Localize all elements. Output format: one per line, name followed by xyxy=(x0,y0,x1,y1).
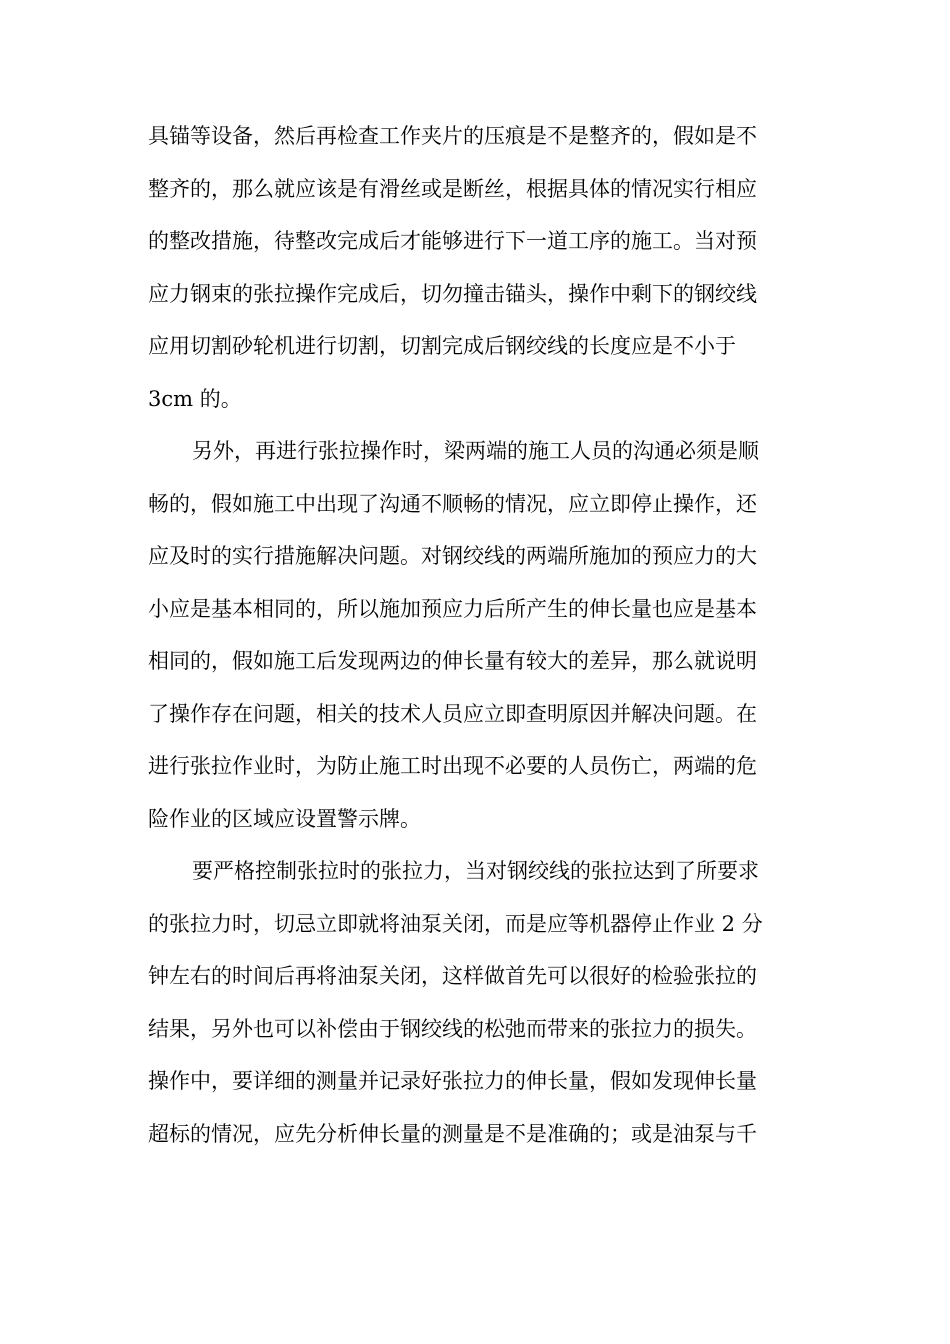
text-line: 的整改措施，待整改完成后才能够进行下一道工序的施工。当对预 xyxy=(148,229,757,253)
text-line: 超标的情况，应先分析伸长量的测量是不是准确的；或是油泵与千 xyxy=(148,1121,757,1146)
text-line: 应及时的实行措施解决问题。对钢绞线的两端所施加的预应力的大 xyxy=(148,544,757,568)
text-line: 小应是基本相同的，所以施加预应力后所产生的伸长量也应是基本 xyxy=(148,596,757,621)
text-line: 畅的，假如施工中出现了沟通不顺畅的情况，应立即停止操作，还 xyxy=(148,491,757,516)
paragraph-first-line: 另外，再进行张拉操作时，梁两端的施工人员的沟通必须是顺 xyxy=(192,439,759,463)
text-line: 具锚等设备，然后再检查工作夹片的压痕是不是整齐的，假如是不 xyxy=(148,124,757,148)
document-body xyxy=(148,110,808,1160)
text-line: 进行张拉作业时，为防止施工时出现不必要的人员伤亡，两端的危 xyxy=(148,754,757,778)
text-line: 险作业的区域应设置警示牌。 xyxy=(148,806,421,831)
text-line: 结果，另外也可以补偿由于钢绞线的松弛而带来的张拉力的损失。 xyxy=(148,1016,757,1041)
text-line: 操作中，要详细的测量并记录好张拉力的伸长量，假如发现伸长量 xyxy=(148,1069,757,1093)
text-line: 的张拉力时，切忌立即就将油泵关闭，而是应等机器停止作业 2 分 xyxy=(148,911,763,936)
text-line: 3cm 的。 xyxy=(148,386,242,411)
text-line: 了操作存在问题，相关的技术人员应立即查明原因并解决问题。在 xyxy=(148,701,757,726)
text-line: 钟左右的时间后再将油泵关闭，这样做首先可以很好的检验张拉的 xyxy=(148,964,757,988)
text-line: 相同的，假如施工后发现两边的伸长量有较大的差异，那么就说明 xyxy=(148,649,757,673)
text-line: 应力钢束的张拉操作完成后，切勿撞击锚头，操作中剩下的钢绞线 xyxy=(148,281,757,306)
text-line: 整齐的，那么就应该是有滑丝或是断丝，根据具体的情况实行相应 xyxy=(148,176,757,201)
paragraph-first-line: 要严格控制张拉时的张拉力，当对钢绞线的张拉达到了所要求 xyxy=(192,859,759,883)
text-line: 应用切割砂轮机进行切割，切割完成后钢绞线的长度应是不小于 xyxy=(148,334,736,358)
